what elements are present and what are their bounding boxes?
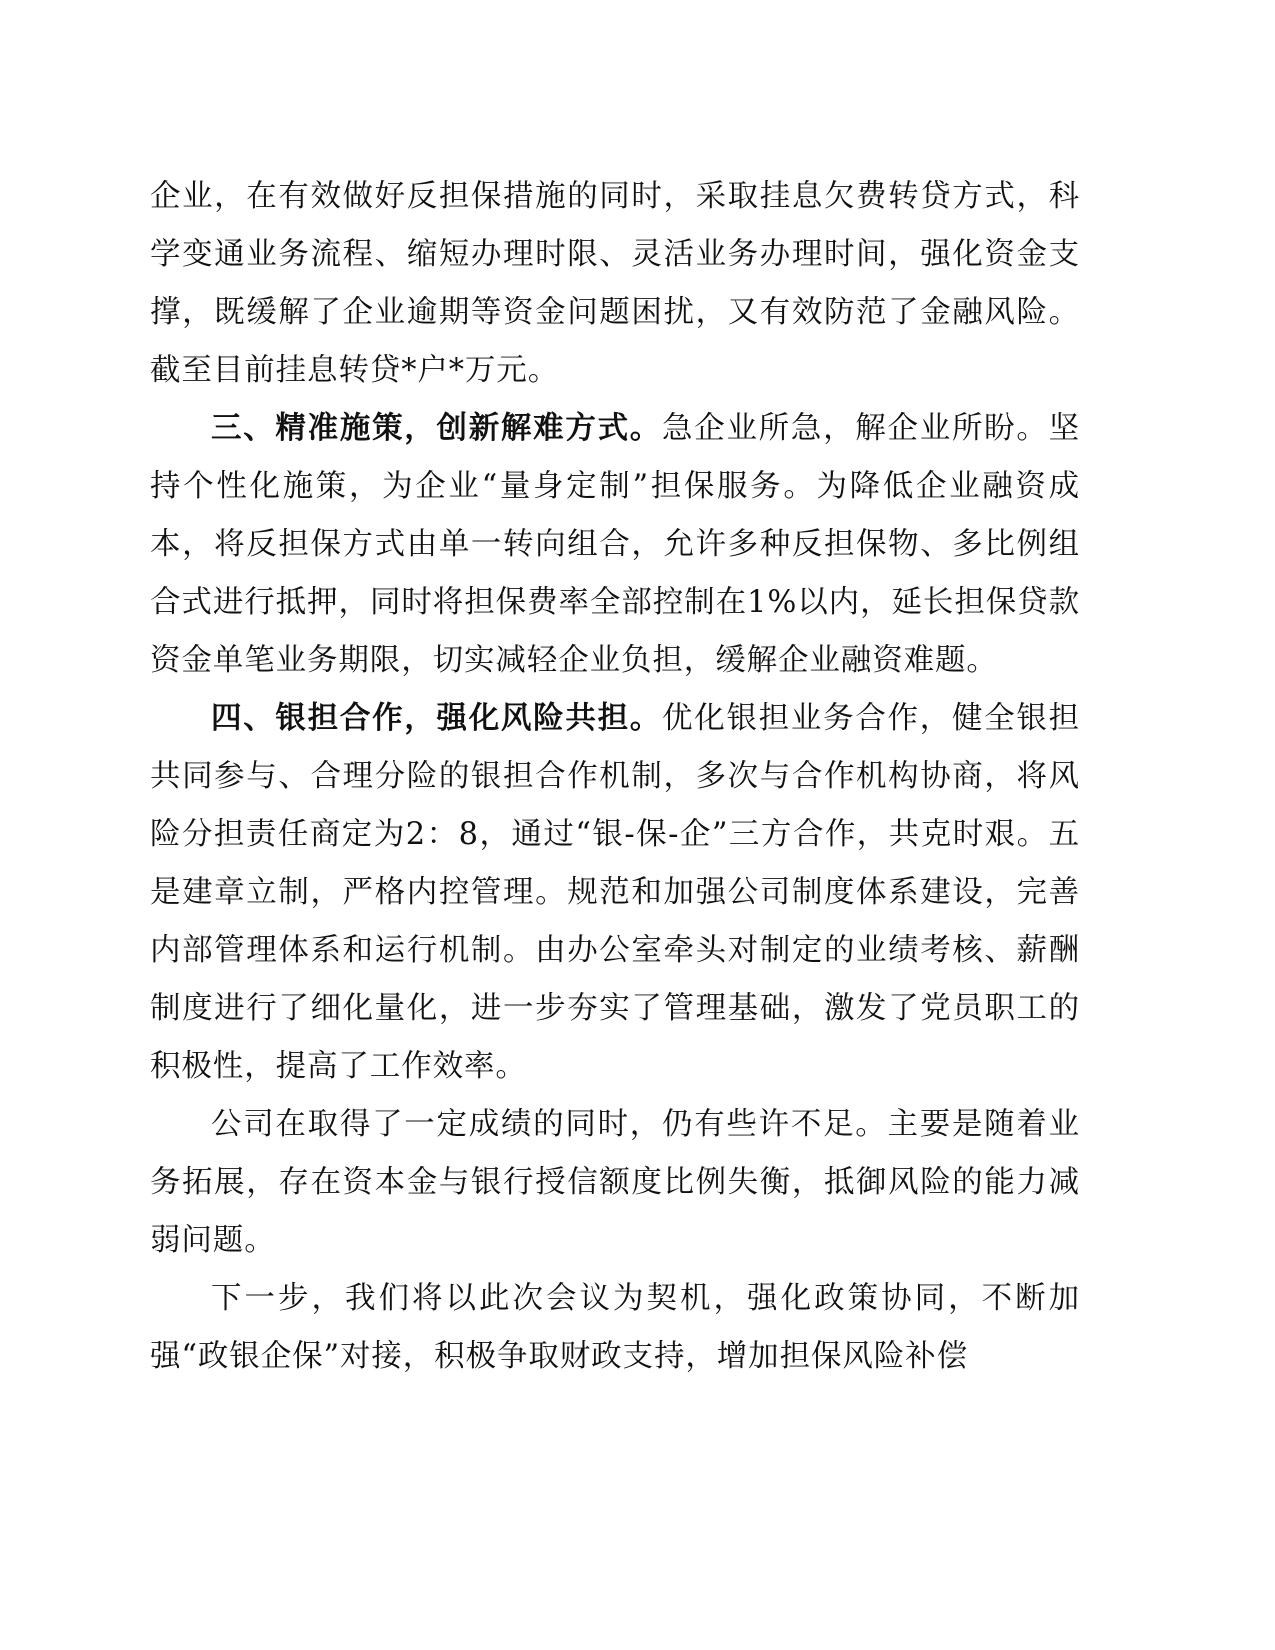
paragraph-text: 优化银担业务合作，健全银担共同参与、合理分险的银担合作机制，多次与合作机构协商，将风险分担责任商定为2：8，通过“银-保-企”三方合作，共克时艰。五是建章立制，严格内控管理。规范和加强公司制度体系建设，完善内部管理体系和运行机制。由办公室牵头对制定的业绩考核、薪酬制度进行了细化量化，进一步夯实了管理基础，激发了党员职工的积极性，提高了工作效率。 xyxy=(150,701,1080,1084)
paragraph-text: 急企业所急，解企业所盼。坚持个性化施策，为企业“量身定制”担保服务。为降低企业融资成本，将反担保方式由单一转向组合，允许多种反担保物、多比例组合式进行抵押，同时将担保费率全部控制在1%以内，延长担保贷款资金单笔业务期限，切实减轻企业负担，缓解企业融资难题。 xyxy=(150,411,1080,678)
paragraph-shortcomings xyxy=(150,1096,1080,1270)
paragraph-continuation xyxy=(150,168,1080,400)
paragraph-text: 公司在取得了一定成绩的同时，仍有些许不足。主要是随着业务拓展，存在资本金与银行授信额度比例失衡，抵御风险的能力减弱问题。 xyxy=(150,1107,1080,1258)
section-heading: 四、银担合作，强化风险共担。 xyxy=(211,701,663,736)
paragraph-section-four xyxy=(150,690,1080,1096)
paragraph-section-three xyxy=(150,400,1080,690)
paragraph-text: 下一步，我们将以此次会议为契机，强化政策协同，不断加强“政银企保”对接，积极争取财政支持，增加担保风险补偿 xyxy=(150,1281,1080,1374)
document-body xyxy=(150,168,1080,1386)
section-heading: 三、精准施策，创新解难方式。 xyxy=(211,411,663,446)
paragraph-text: 企业，在有效做好反担保措施的同时，采取挂息欠费转贷方式，科学变通业务流程、缩短办理时限、灵活业务办理时间，强化资金支撑，既缓解了企业逾期等资金问题困扰，又有效防范了金融风险。截至目前挂息转贷*户*万元。 xyxy=(150,179,1080,388)
paragraph-next-steps xyxy=(150,1270,1080,1386)
